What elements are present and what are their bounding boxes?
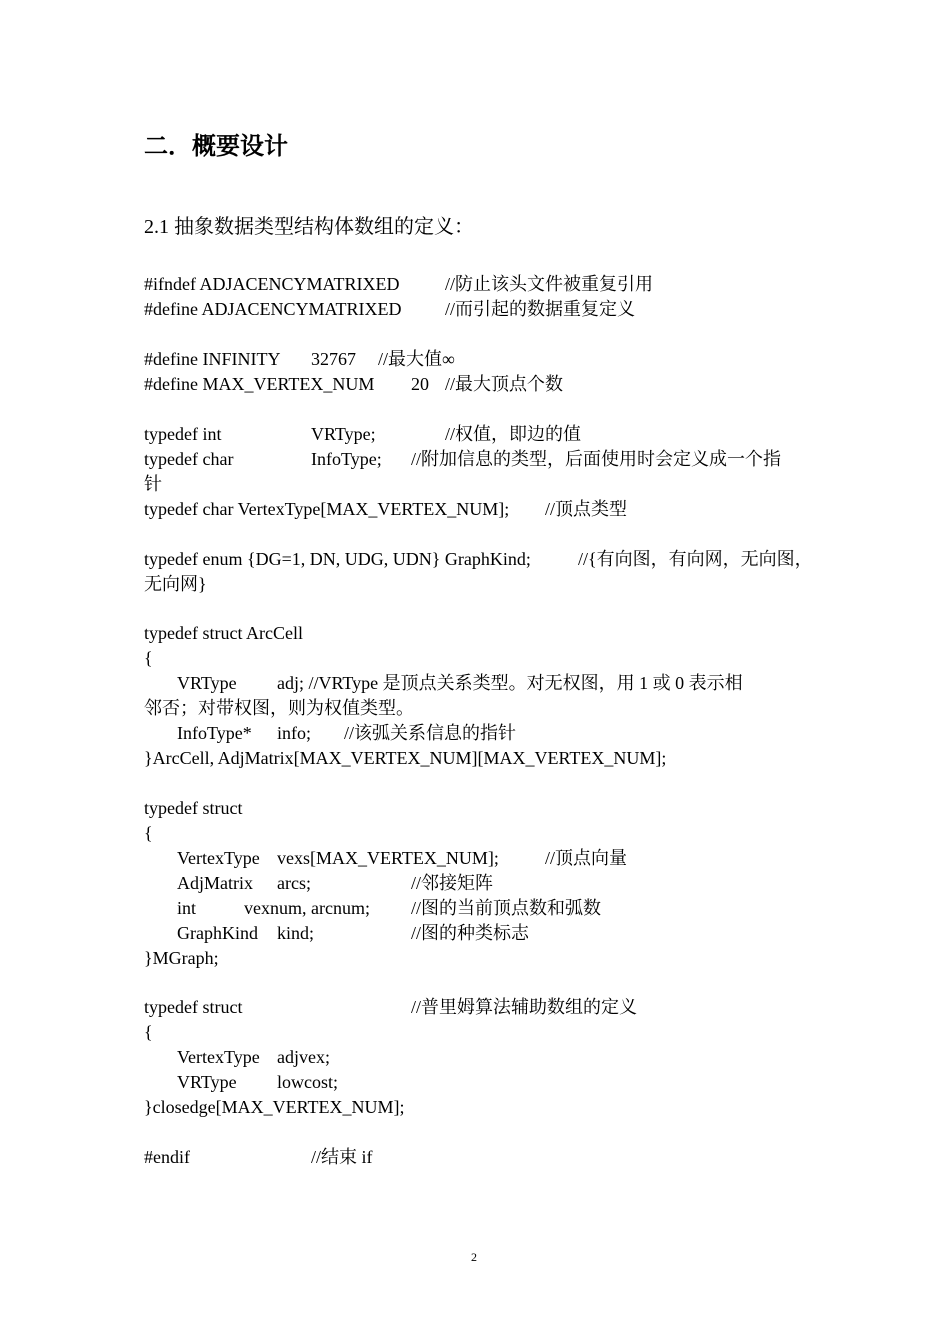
code-comment-wrap: 针 xyxy=(144,474,162,494)
code-type: AdjMatrix xyxy=(177,873,253,893)
code-field: lowcost; xyxy=(277,1072,338,1092)
section-heading: 二．概要设计 xyxy=(144,132,288,160)
code-line: typedef int xyxy=(144,424,222,444)
code-line: typedef struct xyxy=(144,798,243,818)
code-comment: //权值，即边的值 xyxy=(445,424,582,444)
code-comment: //最大值∞ xyxy=(378,349,455,369)
code-comment: //{有向图，有向网，无向图， xyxy=(578,549,813,569)
code-comment: //附加信息的类型，后面使用时会定义成一个指 xyxy=(411,449,781,469)
code-comment: //而引起的数据重复定义 xyxy=(445,299,636,319)
code-line: typedef struct xyxy=(144,997,243,1017)
code-line: #endif xyxy=(144,1147,190,1167)
code-brace: { xyxy=(144,648,153,668)
code-line: typedef enum {DG=1, DN, UDG, UDN} GraphKind; xyxy=(144,549,531,569)
code-type: InfoType* xyxy=(177,723,252,743)
code-comment: //图的种类标志 xyxy=(411,923,530,943)
code-line: #define ADJACENCYMATRIXED xyxy=(144,299,402,319)
code-type: GraphKind xyxy=(177,923,258,943)
code-field: adjvex; xyxy=(277,1047,330,1067)
code-field: info; xyxy=(277,723,311,743)
code-line: }MGraph; xyxy=(144,948,219,968)
code-comment: //最大顶点个数 xyxy=(445,374,564,394)
code-comment: //结束 if xyxy=(311,1147,373,1167)
code-type: VRType xyxy=(177,1072,237,1092)
code-line: #define INFINITY xyxy=(144,349,281,369)
code-field: kind; xyxy=(277,923,315,943)
code-line: typedef struct ArcCell xyxy=(144,623,303,643)
code-comment: //邻接矩阵 xyxy=(411,873,494,893)
code-comment: //该弧关系信息的指针 xyxy=(344,723,517,743)
code-line: }ArcCell, AdjMatrix[MAX_VERTEX_NUM][MAX_VERTEX_NUM]; xyxy=(144,748,667,768)
code-value: 32767 xyxy=(311,349,356,369)
code-value: InfoType; xyxy=(311,449,382,469)
code-line: #define MAX_VERTEX_NUM xyxy=(144,374,375,394)
code-type: VertexType xyxy=(177,848,260,868)
code-brace: { xyxy=(144,823,153,843)
code-comment: //顶点向量 xyxy=(545,848,628,868)
subsection-heading: 2.1 抽象数据类型结构体数组的定义： xyxy=(144,216,474,238)
code-line: adj; //VRType 是顶点关系类型。对无权图，用 1 或 0 表示相 xyxy=(277,673,743,693)
code-comment: //普里姆算法辅助数组的定义 xyxy=(411,997,638,1017)
code-value: VRType; xyxy=(311,424,376,444)
code-value: 20 xyxy=(411,374,429,394)
code-comment: //图的当前顶点数和弧数 xyxy=(411,898,602,918)
code-comment: //顶点类型 xyxy=(545,499,628,519)
code-type: int xyxy=(177,898,197,918)
code-line: }closedge[MAX_VERTEX_NUM]; xyxy=(144,1097,405,1117)
code-comment: //防止该头文件被重复引用 xyxy=(445,274,654,294)
page-number: 2 xyxy=(471,1250,477,1264)
code-line: typedef char xyxy=(144,449,234,469)
code-type: VertexType xyxy=(177,1047,260,1067)
code-comment-wrap: 邻否；对带权图，则为权值类型。 xyxy=(144,698,414,718)
code-line: typedef char VertexType[MAX_VERTEX_NUM]; xyxy=(144,499,510,519)
code-type: VRType xyxy=(177,673,237,693)
code-comment-wrap: 无向网} xyxy=(144,574,207,594)
code-field: vexs[MAX_VERTEX_NUM]; xyxy=(277,848,499,868)
code-line: #ifndef ADJACENCYMATRIXED xyxy=(144,274,400,294)
code-field: vexnum, arcnum; xyxy=(244,898,370,918)
code-field: arcs; xyxy=(277,873,311,893)
code-brace: { xyxy=(144,1022,153,1042)
